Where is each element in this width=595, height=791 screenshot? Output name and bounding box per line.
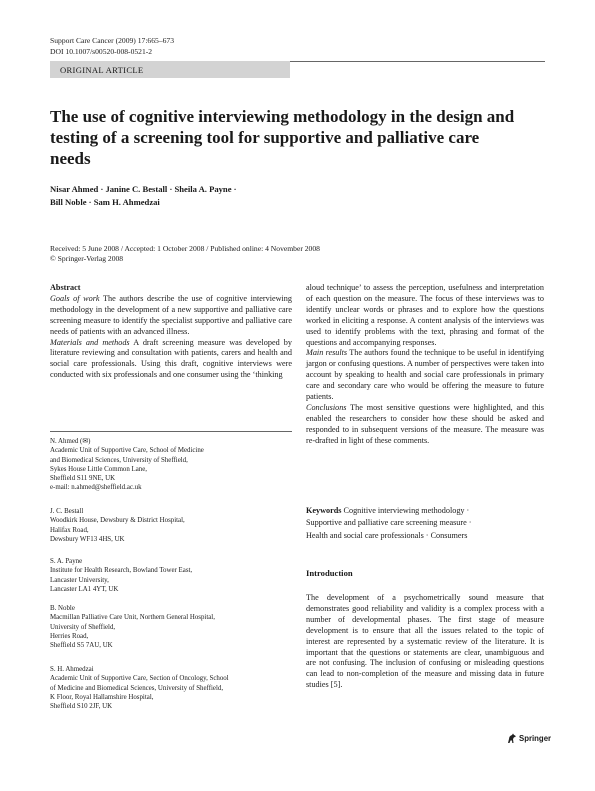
affiliation-block (50, 557, 300, 594)
journal-citation: Support Care Cancer (2009) 17:665–673 (50, 36, 175, 45)
publication-dates (50, 244, 320, 264)
methods-label: Materials and methods (50, 337, 130, 347)
affiliation-block (50, 665, 300, 711)
publisher-name: Springer (519, 734, 552, 743)
publisher-logo (506, 733, 551, 744)
affiliation-line: Halifax Road, (50, 526, 89, 534)
results-text: The authors found the technique to be useful in identifying jargon or confusing questions. A number of perspectives were taken into account by speaking to health and social care professionals in primary care and secondary care who would be offering the measure to future patients. (306, 348, 544, 402)
affiliation-line: and Biomedical Sciences, University of Sheffield, (50, 456, 188, 464)
affiliation-line: Herries Road, (50, 632, 89, 640)
affiliation-line: K Floor, Royal Hallamshire Hospital, (50, 693, 154, 701)
affiliation-line: Academic Unit of Supportive Care, Section of Oncology, School (50, 675, 229, 683)
methods-text-part1: A draft screening measure was developed by literature reviewing and consultation with patients, carers and health and social care professionals. Using this draft, cognitive interviews were conducted with six professionals and one consumer using the ‘thinking (50, 337, 292, 380)
affiliation-line: e-mail: n.ahmed@sheffield.ac.uk (50, 484, 142, 492)
affiliation-block (50, 507, 300, 544)
abstract-continued (306, 283, 544, 447)
affiliation-author: N. Ahmed (✉) (50, 438, 91, 445)
article-type-bar (50, 61, 290, 78)
received-accepted-published: Received: 5 June 2008 / Accepted: 1 October 2008 / Published online: 4 November 2008 (50, 244, 320, 253)
affiliation-line: Macmillan Palliative Care Unit, Northern General Hospital, (50, 614, 215, 622)
author-list (50, 183, 350, 208)
affiliation-line: Academic Unit of Supportive Care, School of Medicine (50, 447, 204, 455)
abstract-section (50, 283, 292, 382)
goals-label: Goals of work (50, 293, 100, 303)
header-divider (290, 61, 545, 62)
abstract-heading: Abstract (50, 283, 81, 292)
affiliation-line: Sykes House Little Common Lane, (50, 465, 148, 473)
affiliation-author: S. H. Ahmedzai (50, 666, 94, 673)
keywords-line-3: Health and social care professionals · Consumers (306, 530, 468, 540)
affiliation-author: J. C. Bestall (50, 508, 84, 515)
methods-text-continued: aloud technique’ to assess the perception, usefulness and interpretation of each question on the measure. The focus of these interviews was to identify unclear words or phrases and to explore how the questions worked in eliciting a response. A content analysis of the interviews was used to identify problems with the text, phrasing and format of the questions and accompanying responses. (306, 283, 544, 347)
doi: DOI 10.1007/s00520-008-0521-2 (50, 46, 153, 56)
results-label: Main results (306, 348, 348, 358)
keywords-line-2: Supportive and palliative care screening measure · (306, 518, 472, 528)
affiliation-line: University of Sheffield, (50, 623, 116, 631)
affiliation-divider (50, 431, 292, 432)
article-type: ORIGINAL ARTICLE (60, 64, 144, 75)
affiliation-line: of Medicine and Biomedical Sciences, University of Sheffield, (50, 684, 224, 692)
article-title: The use of cognitive interviewing methodology in the design and testing of a screening tool for supportive and palliative care needs (50, 107, 515, 168)
affiliation-author: B. Noble (50, 605, 75, 612)
affiliation-line: Institute for Health Research, Bowland Tower East, (50, 567, 193, 575)
affiliation-line: Sheffield S10 2JF, UK (50, 703, 113, 711)
affiliation-author: S. A. Payne (50, 558, 83, 565)
journal-header (50, 36, 174, 57)
springer-horse-icon (506, 733, 517, 744)
introduction-heading: Introduction (306, 568, 353, 578)
authors-line-2: Bill Noble · Sam H. Ahmedzai (50, 196, 160, 207)
copyright: © Springer-Verlag 2008 (50, 254, 124, 264)
goals-text: The authors describe the use of cognitive interviewing methodology in the development of a new supportive and palliative care screening measure to identify the specialist supportive and palliative care needs of patients with an advanced illness. (50, 293, 292, 336)
authors-line-1: Nisar Ahmed · Janine C. Bestall · Sheila A. Payne · (50, 184, 237, 194)
keywords-line-1: Cognitive interviewing methodology · (343, 506, 470, 515)
conclusions-text: The most sensitive questions were highlighted, and this enabled the researchers to consider how these should be asked and responded to in subsequent versions of the measure. The measure was re-drafted in light of these comments. (306, 402, 544, 445)
affiliation-line: Lancaster University, (50, 576, 109, 584)
affiliation-line: Sheffield S5 7AU, UK (50, 642, 113, 650)
affiliation-line: Woodkirk House, Dewsbury & District Hospital, (50, 517, 185, 525)
keywords (306, 505, 544, 542)
affiliation-line: Sheffield S11 9NE, UK (50, 475, 116, 483)
affiliation-block (50, 604, 300, 650)
affiliation-line: Dewsbury WF13 4HS, UK (50, 535, 125, 543)
affiliation-line: Lancaster LA1 4YT, UK (50, 585, 119, 593)
affiliation-block (50, 437, 300, 493)
conclusions-label: Conclusions (306, 402, 347, 412)
keywords-label: Keywords (306, 506, 342, 515)
introduction-text: The development of a psychometrically sound measure that demonstrates good reliability and validity is a complex process with a number of developmental phases. The first stage of measure development is to ensure that all the issues related to the topic of interest are represented by a systematic review of the literature. It is important that the questions or statements are clear, unambiguous and are not confusing. The inclusion of confusing or misleading questions can lead to non-completion of the measure and missing data in future studies [5]. (306, 593, 544, 690)
